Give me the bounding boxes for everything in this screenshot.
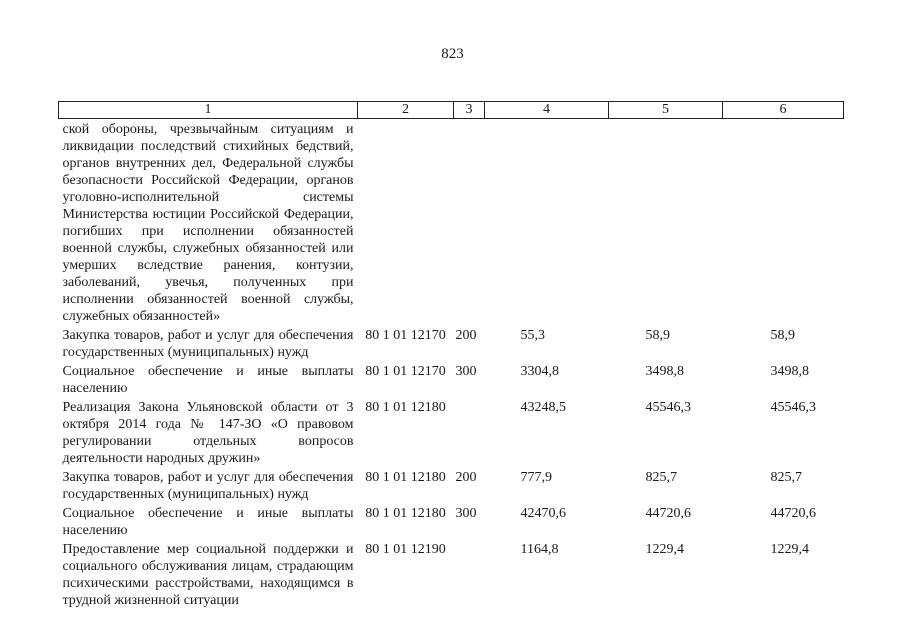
row-name: Предоставление мер социальной поддержки и социального обслуживания лицам, страдающим психическими расстройствами, находящимся в трудной жизненной ситуации <box>62 542 354 608</box>
row-value-col5: 45546,3 <box>645 400 691 415</box>
header-col-2: 2 <box>358 102 454 119</box>
row-name: Реализация Закона Ульяновской области от 3 октября 2014 года № 147-ЗО «О правовом регулировании отдельных вопросов деятельности народных дружин» <box>62 400 354 466</box>
row-value-col4: 55,3 <box>520 328 545 343</box>
row-code: 80 1 01 12170 <box>365 328 446 343</box>
budget-table <box>58 101 844 609</box>
row-code: 80 1 01 12180 <box>365 400 446 415</box>
table-row <box>59 503 844 539</box>
column-header-row <box>59 102 844 119</box>
row-value-col5: 3498,8 <box>645 364 684 379</box>
row-value-col6 <box>723 119 844 326</box>
row-value-col5 <box>609 119 723 326</box>
row-expense-type: 200 <box>455 328 477 343</box>
row-value-col5: 825,7 <box>645 470 677 485</box>
header-col-1: 1 <box>59 102 358 119</box>
row-value-col4: 42470,6 <box>520 506 566 521</box>
row-value-col4: 3304,8 <box>520 364 559 379</box>
row-value-col6: 3498,8 <box>770 364 809 379</box>
row-value-col5: 1229,4 <box>645 542 684 557</box>
table-row <box>59 119 844 326</box>
row-name: ской обороны, чрезвычайным ситуациям и ликвидации последствий стихийных бедствий, органов внутренних дел, Федеральной службы безопасности Российской Федерации, органов уголовно-исполнительной системы Министерства юстиции Российской Федерации, погибших при исполнении обязанностей военной службы, служебных обязанностей или умерших вследствие ранения, контузии, заболеваний, увечья, полученных при исполнении обязанностей военной службы, служебных обязанностей» <box>62 122 354 324</box>
row-value-col6: 825,7 <box>770 470 802 485</box>
row-expense-type: 300 <box>455 506 477 521</box>
header-col-5: 5 <box>609 102 723 119</box>
row-value-col6: 44720,6 <box>770 506 816 521</box>
row-value-col4: 1164,8 <box>520 542 559 557</box>
header-col-3: 3 <box>454 102 485 119</box>
row-code: 80 1 01 12190 <box>365 542 446 557</box>
row-value-col4 <box>485 119 609 326</box>
row-code: 80 1 01 12180 <box>365 506 446 521</box>
table-row <box>59 467 844 503</box>
page-number: 823 <box>441 46 464 62</box>
row-value-col5: 58,9 <box>645 328 670 343</box>
header-col-6: 6 <box>723 102 844 119</box>
row-expense-type: 300 <box>455 364 477 379</box>
table-row <box>59 325 844 361</box>
row-value-col6: 58,9 <box>770 328 795 343</box>
row-code <box>358 119 454 326</box>
row-expense-type: 200 <box>455 470 477 485</box>
row-code: 80 1 01 12180 <box>365 470 446 485</box>
row-expense-type <box>454 119 485 326</box>
table-row <box>59 397 844 467</box>
row-value-col6: 1229,4 <box>770 542 809 557</box>
row-name: Закупка товаров, работ и услуг для обеспечения государственных (муниципальных) нужд <box>62 328 354 360</box>
row-name: Социальное обеспечение и иные выплаты населению <box>62 506 354 538</box>
header-col-4: 4 <box>485 102 609 119</box>
table-row <box>59 539 844 609</box>
row-value-col4: 43248,5 <box>520 400 566 415</box>
row-expense-type <box>454 539 485 609</box>
row-value-col5: 44720,6 <box>645 506 691 521</box>
row-name: Закупка товаров, работ и услуг для обеспечения государственных (муниципальных) нужд <box>62 470 354 502</box>
table-row <box>59 361 844 397</box>
row-value-col6: 45546,3 <box>770 400 816 415</box>
row-name: Социальное обеспечение и иные выплаты населению <box>62 364 354 396</box>
row-code: 80 1 01 12170 <box>365 364 446 379</box>
row-value-col4: 777,9 <box>520 470 552 485</box>
row-expense-type <box>454 397 485 467</box>
